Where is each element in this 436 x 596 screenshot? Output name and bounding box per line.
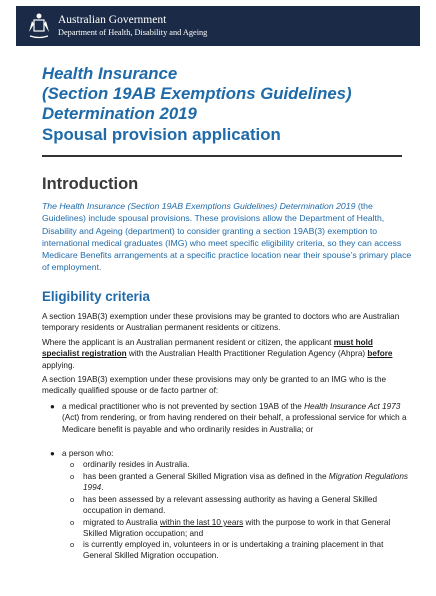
intro-body: (the Guidelines) include spousal provisions. These provisions allow the Department of Health, Disability and Ageing (department) to consider granting a section 19AB(3) exemption to international medical graduates (IMG) who meet specific eligibility criteria, so they can access Medicare Benefits arrangements at a specific practice location near their spouse’s primary place of employment. (42, 201, 412, 273)
circle-bullet-icon: o (70, 540, 75, 549)
para2-text-e: applying. (42, 360, 75, 370)
sub-list-item (70, 459, 413, 470)
para2-text-c: with the Australian Health Practitioner Regulation Agency (Ahpra) (126, 349, 368, 359)
sub3-text: has been assessed by a relevant assessing authority as having a General Skilled occupation in demand. (83, 495, 378, 516)
sub-list-item (70, 471, 413, 494)
government-banner (16, 6, 420, 46)
circle-bullet-icon: o (70, 472, 75, 481)
list-item (50, 401, 412, 435)
sub2-text-a: has been granted a General Skilled Migration visa as defined in the (83, 472, 329, 481)
title-line-1: Health Insurance (42, 64, 178, 83)
sub4-emphasis-timeframe: within the last 10 years (159, 518, 244, 527)
sub-list-item (70, 539, 413, 562)
sub4-text-a: migrated to Australia (83, 518, 160, 527)
bullet-icon: ● (50, 402, 55, 411)
sub-list-item (70, 517, 413, 540)
eligibility-paragraph-2 (42, 337, 412, 371)
title-line-2: (Section 19AB Exemptions Guidelines) (42, 84, 352, 103)
sub2-text-c: . (101, 483, 104, 493)
circle-bullet-icon: o (70, 518, 75, 527)
coat-of-arms-icon (26, 12, 52, 40)
eligibility-paragraph-1: A section 19AB(3) exemption under these provisions may be granted to doctors who are Australian temporary residents or Australian permanent residents or citizens. (42, 312, 400, 333)
eligibility-paragraph-3: A section 19AB(3) exemption under these provisions may only be granted to an IMG who is the medically qualified spouse or de facto partner of: (42, 375, 387, 396)
bullet-icon: ● (50, 449, 55, 458)
circle-bullet-icon: o (70, 460, 75, 469)
introduction-paragraph (42, 200, 412, 274)
list-item (50, 448, 412, 459)
document-title (42, 64, 422, 145)
title-line-3: Determination 2019 (42, 104, 197, 123)
document-subtitle: Spousal provision application (42, 125, 281, 144)
sub5-text: is currently employed in, volunteers in or is undertaking a training placement in that General Skilled Migration occupation. (83, 540, 384, 561)
eligibility-heading: Eligibility criteria (42, 289, 150, 304)
intro-italic-lead: The Health Insurance (Section 19AB Exemptions Guidelines) Determination 2019 (42, 201, 356, 211)
bullet1-text-c: (Act) from rendering, or from having rendered on their behalf, a professional service for which a Medicare benefit is payable and who ordinarily resides in Australia; or (62, 413, 407, 434)
department-name: Department of Health, Disability and Ageing (58, 28, 208, 37)
introduction-heading: Introduction (42, 175, 139, 193)
title-divider (42, 155, 402, 157)
para2-text-a: Where the applicant is an Australian permanent resident or citizen, the applicant (42, 338, 334, 347)
sub-list-item (70, 494, 413, 517)
bullet1-act-name: Health Insurance Act 1973 (304, 402, 401, 411)
sub2-regulation-name: Migration Regulations 1994 (83, 472, 408, 493)
sub4-text-c: with the purpose to work in that General Skilled Migration occupation; and (83, 518, 391, 539)
government-name: Australian Government (58, 14, 167, 26)
para2-emphasis-before: before (367, 349, 393, 359)
bullet2-text: a person who: (62, 449, 114, 458)
para2-emphasis-registration: must hold specialist registration (42, 338, 373, 359)
bullet1-text-a: a medical practitioner who is not prevented by section 19AB of the (62, 402, 305, 411)
sub1-text: ordinarily resides in Australia. (83, 460, 190, 469)
circle-bullet-icon: o (70, 495, 75, 504)
